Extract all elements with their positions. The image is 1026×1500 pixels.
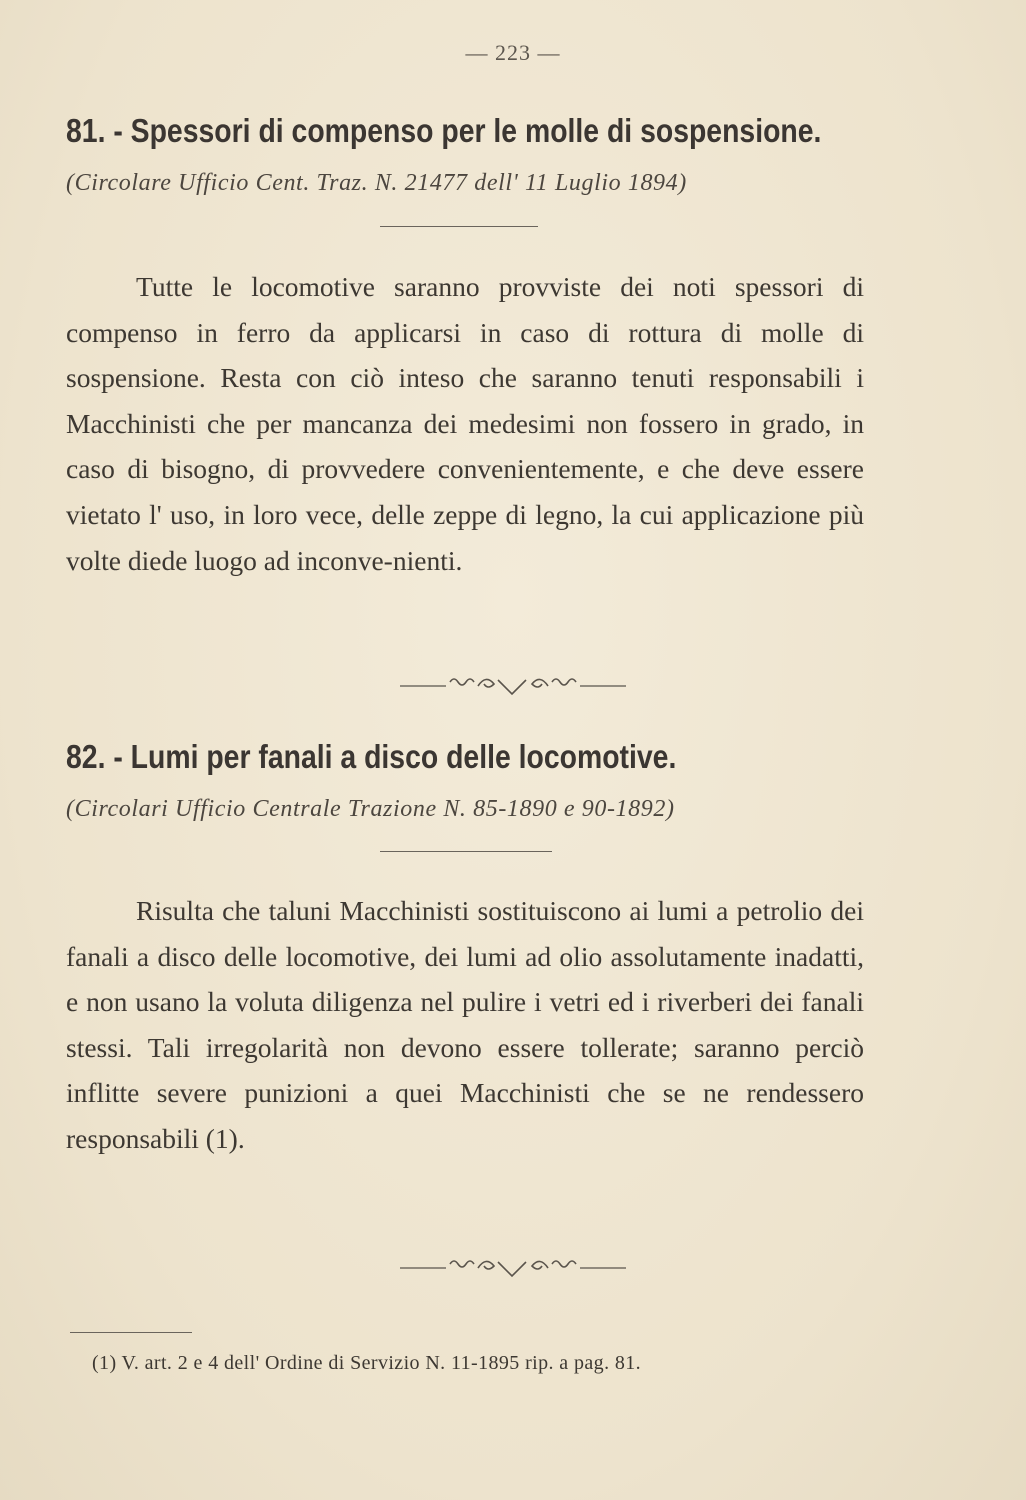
ornament-divider-2 (0, 1250, 1026, 1289)
section-82-heading: 82. - Lumi per fanali a disco delle locomotive. (66, 738, 677, 775)
section-81-rule (380, 226, 538, 227)
page-number: — 223 — (465, 40, 561, 65)
section-82-body: Risulta che taluni Macchinisti sostituiscono ai lumi a petrolio dei fanali a disco delle locomotive, dei lumi ad olio assolutamente inadatti, e non usano la voluta diligenza nel pulire i vetri ed i riverberi dei fanali stessi. Tali irregolarità non devono essere tollerate; saranno perciò inflitte severe punizioni a quei Macchinisti che se ne rendessero responsabili (1). (66, 895, 864, 1154)
section-82-rule (380, 851, 552, 852)
section-81-heading: 81. - Spessori di compenso per le molle di sospensione. (66, 112, 822, 149)
footnote: (1) V. art. 2 e 4 dell' Ordine di Servizio N. 11-1895 rip. a pag. 81. (92, 1352, 642, 1374)
footnote-rule (70, 1332, 192, 1333)
flourish-icon (398, 1250, 628, 1284)
section-81-subtitle: (Circolare Ufficio Cent. Traz. N. 21477 dell' 11 Luglio 1894) (66, 170, 687, 196)
section-81-body: Tutte le locomotive saranno provviste dei noti spessori di compenso in ferro da applicarsi in caso di rottura di molle di sospensione. Resta con ciò inteso che saranno tenuti responsabili i Macchinisti che per mancanza dei medesimi non fossero in grado, in caso di bisogno, di provvedere convenientemente, e che deve essere vietato l' uso, in loro vece, delle zeppe di legno, la cui applicazione più volte diede luogo ad inconve-nienti. (66, 271, 864, 576)
section-82-subtitle: (Circolari Ufficio Centrale Trazione N. 85-1890 e 90-1892) (66, 796, 675, 822)
ornament-divider-1 (0, 668, 1026, 707)
flourish-icon (398, 668, 628, 702)
